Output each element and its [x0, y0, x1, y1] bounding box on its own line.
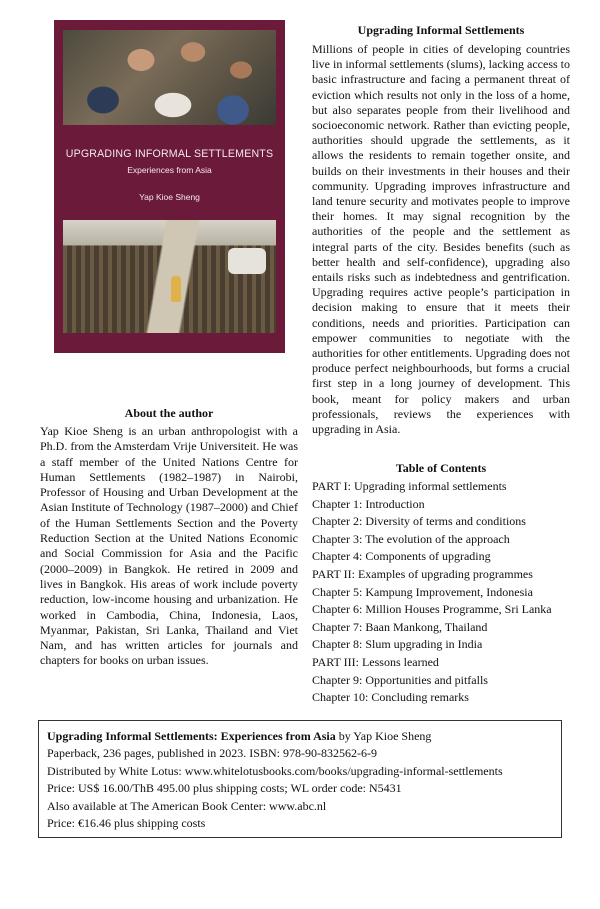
toc-item: Chapter 5: Kampung Improvement, Indonesia [312, 584, 533, 599]
toc-heading: Table of Contents [395, 461, 487, 475]
book-cover [54, 20, 285, 353]
toc-item: Chapter 4: Components of upgrading [312, 549, 491, 564]
toc-item: Chapter 10: Concluding remarks [312, 690, 469, 705]
description-text: Millions of people in cities of developing countries live in informal settlements (slums), lacking access to basic infrastructure and facing a permanent threat of eviction which results not only in the loss of a home, but also separates people from their livelihood and socioeconomic network. Rather than evicting people, authorities should upgrade the settlements, as it allows the residents to remain together onsite, and builds on their investments in their houses and their community. Upgrading improves infrastructure and land tenure security and motivates people to improve their homes. It may signal recognition by the authorities of the people and the settlement as integral parts of the city. Besides benefits (such as better health and self-confidence), upgrading also entails risks such as indebtedness and gentrification. Upgrading requires active people’s participation in decision making to ensure that it meets their conditions, needs and priorities. Participation can empower communities to negotiate with the authorities for other entitlements. Upgrading does not produce perfect neighbourhoods, but forms a crucial first step in a long journey of development. This book, meant for policy makers and urban professionals, reviews the experiences with upgrading in Asia. [312, 42, 570, 437]
info-by-author: by Yap Kioe Sheng [335, 729, 432, 743]
purchase-info-box [38, 720, 562, 838]
toc-item: PART II: Examples of upgrading programmes [312, 566, 533, 581]
toc-item: Chapter 8: Slum upgrading in India [312, 637, 483, 652]
description-heading: Upgrading Informal Settlements [357, 23, 525, 37]
toc-list [312, 478, 582, 707]
info-price-usd: Price: US$ 16.00/ThB 495.00 plus shipping costs; WL order code: N5431 [47, 781, 402, 796]
toc-item: Chapter 6: Million Houses Programme, Sri Lanka [312, 602, 552, 617]
cover-photo-settlement [63, 220, 276, 333]
toc-item: PART III: Lessons learned [312, 654, 439, 669]
toc-item: PART I: Upgrading informal settlements [312, 479, 507, 493]
info-distributor: Distributed by White Lotus: www.whitelotusbooks.com/books/upgrading-informal-settlements [47, 763, 503, 778]
cover-title: UPGRADING INFORMAL SETTLEMENTS [65, 148, 274, 160]
toc-item: Chapter 9: Opportunities and pitfalls [312, 672, 488, 687]
cover-subtitle: Experiences from Asia [127, 165, 212, 175]
toc-item: Chapter 2: Diversity of terms and conditions [312, 514, 526, 529]
toc-item: Chapter 3: The evolution of the approach [312, 531, 510, 546]
info-price-eur: Price: €16.46 plus shipping costs [47, 816, 206, 831]
info-book-title: Upgrading Informal Settlements: Experiences from Asia [47, 729, 336, 743]
toc-item: Chapter 7: Baan Mankong, Thailand [312, 619, 488, 634]
cover-photo-children [63, 30, 276, 125]
about-author-text: Yap Kioe Sheng is an urban anthropologist with a Ph.D. from the Amsterdam Vrije Universiteit. He was a staff member of the United Nations Centre for Human Settlements (1982–1987) in Nairobi, Professor of Housing and Urban Development at the Asian Institute of Technology (1987–2000) and Chief of the Human Settlements Section and the Poverty Reduction Section at the United Nations Economic and Social Commission for Asia and the Pacific (2000–2009) in Bangkok. He retired in 2009 and lives in Bangkok. His areas of work include poverty reduction, low-income housing and urbanization. He worked in Cambodia, China, Indonesia, Laos, Myanmar, Pakistan, Sri Lanka, Thailand and Viet Nam, and has written articles for journals and chapters for books on urban issues. [40, 424, 298, 668]
toc-item: Chapter 1: Introduction [312, 496, 425, 511]
cover-author: Yap Kioe Sheng [139, 192, 200, 202]
info-details: Paperback, 236 pages, published in 2023. ISBN: 978-90-832562-6-9 [47, 746, 377, 761]
info-also-available: Also available at The American Book Center: www.abc.nl [47, 798, 327, 813]
info-title-line [47, 728, 553, 745]
about-author-heading: About the author [124, 406, 214, 420]
